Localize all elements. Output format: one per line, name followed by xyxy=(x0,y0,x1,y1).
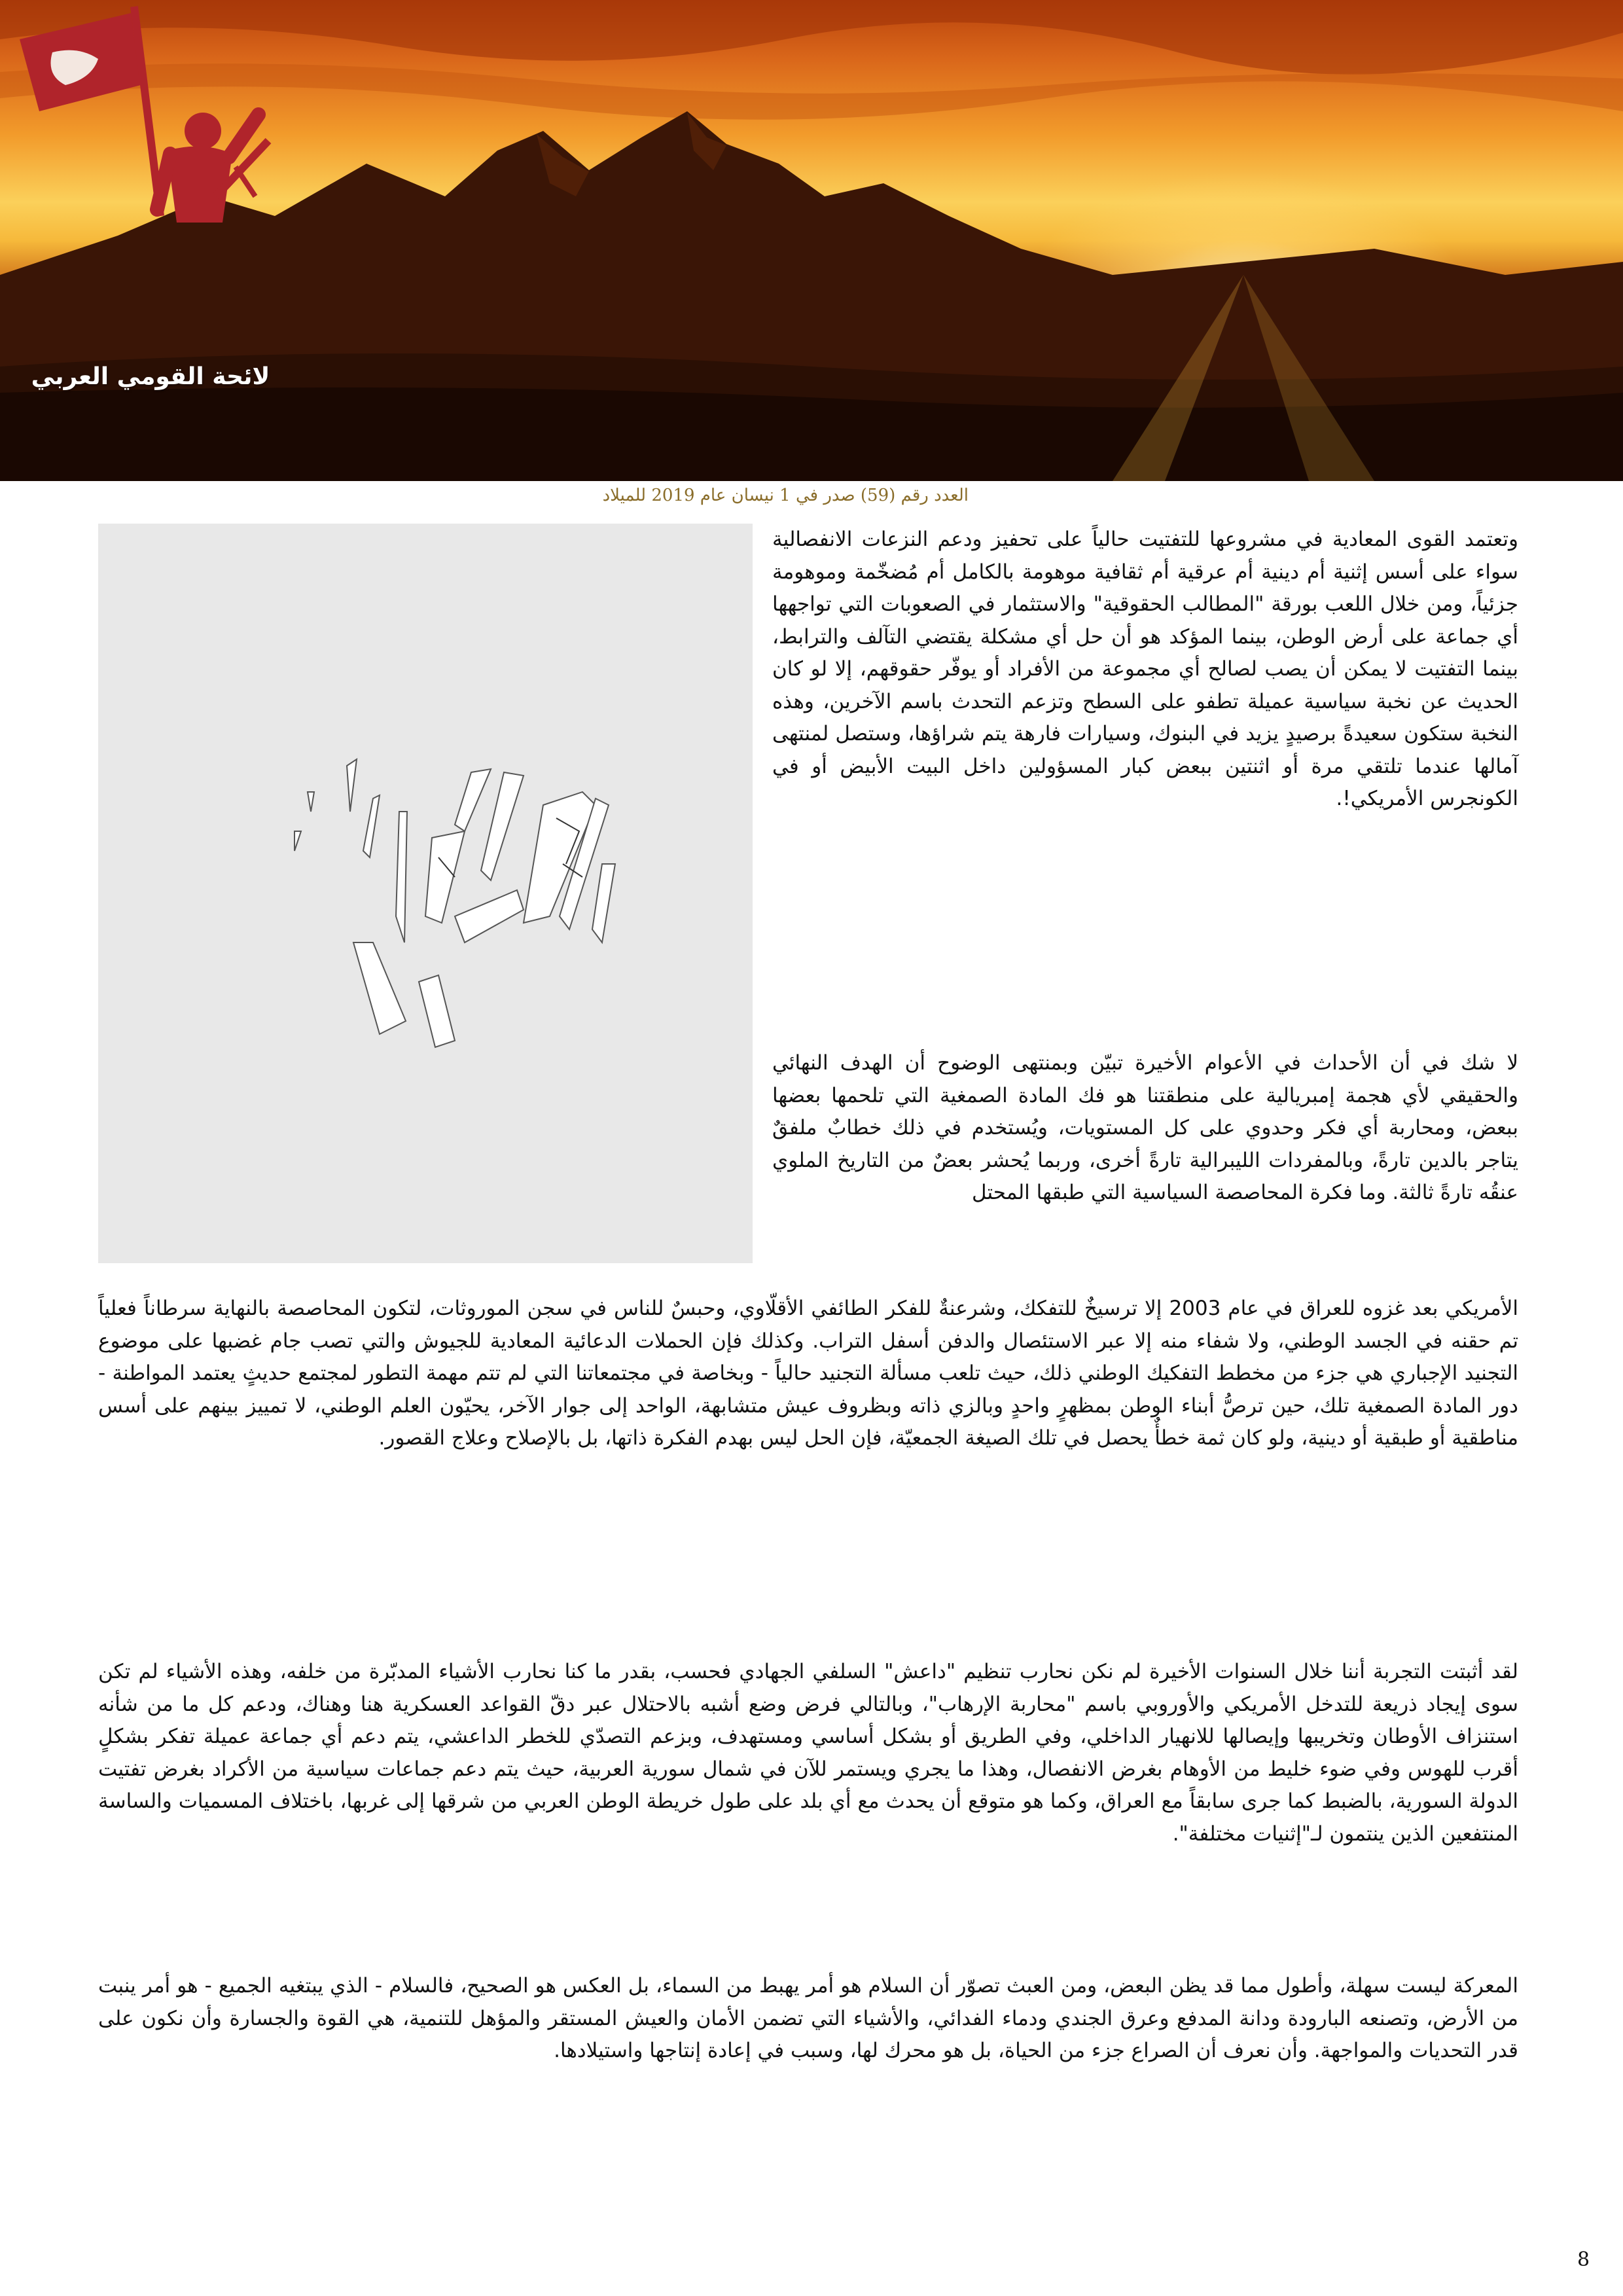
article-figure xyxy=(98,524,753,1263)
page-number: 8 xyxy=(1577,2248,1590,2271)
logo-title: لائحة القومي العربي xyxy=(31,363,270,390)
article-paragraph-1: وتعتمد القوى المعادية في مشروعها للتفتيت حالياً على تحفيز ودعم النزعات الانفصالية سواء على أسس إثنية أم دينية أم عرقية أم ثقافية موهومة بالكامل أم مُضخّمة وموهومة جزئياً، ومن خلال اللعب بورقة "المطالب الحقوقية" والاستثمار في الصعوبات التي تواجهها أي جماعة على أرض الوطن، بينما المؤكد هو أن حل أي مشكلة يقتضي التآلف والترابط، بينما التفتيت لا يمكن أن يصب لصالح أي مجموعة من الأفراد أو يوفّر حقوقهم، إلا لو كان الحديث عن نخبة سياسية عميلة تطفو على السطح وتزعم التحدث باسم الآخرين، وهذه النخبة ستكون سعيدةً برصيدٍ يزيد في البنوك، وسيارات فارهة يتم شراؤها، وستصل لمنتهى آمالها عندما تلتقي مرة أو اثنتين ببعض كبار المسؤولين داخل البيت الأبيض أو في الكونجرس الأمريكي!. xyxy=(772,528,1518,810)
issue-line: العدد رقم (59) صدر في 1 نيسان عام 2019 للميلاد xyxy=(602,486,969,505)
article-paragraph-2-continued: الأمريكي بعد غزوه للعراق في عام 2003 إلا ترسيخٌ للتفكك، وشرعنةٌ للفكر الطائفي الأقلّاوي، وحبسٌ للناس في سجن الموروثات، لتكون المحاصصة بالنهاية سرطاناً فعلياً تم حقنه في الجسد الوطني، ولا شفاء منه إلا عبر الاستئصال والدفن أسفل التراب. وكذلك فإن الحملات الدعائية المعادية للجيوش والتي تصب جام غضبها على موضوع التجنيد الإجباري هي جزء من مخطط التفكيك الوطني ذلك، حيث تلعب مسألة التجنيد حالياً - وبخاصة في مجتمعاتنا التي لم تتم مهمة التطور لمجتمع حديثٍ يعتمد المواطنة - دور المادة الصمغية تلك، حين ترصُّ أبناء الوطن بمظهرٍ واحدٍ وبالزي ذاته وبظروف عيش متشابهة، الواحد إلى جوار الآخر، يحيّون العلم الوطني، لا تمييز بينهم على أسس مناطقية أو طبقية أو دينية، ولو كان ثمة خطأٌ يحصل في تلك الصيغة الجمعيّة، فإن الحل ليس بهدم الفكرة ذاتها، بل بالإصلاح وعلاج القصور. xyxy=(98,1297,1518,1450)
broken-glass-calligraphy-icon xyxy=(98,524,753,1263)
article-paragraph-4: المعركة ليست سهلة، وأطول مما قد يظن البعض، ومن العبث تصوّر أن السلام هو أمر يهبط من السماء، بل العكس هو الصحيح، فالسلام - الذي يبتغيه الجميع - هو أمر ينبت من الأرض، وتصنعه البارودة ودانة المدفع وعرق الجندي ودماء الفدائي، والأشياء التي تضمن الأمان والعيش المستقر والمؤهل للتنمية، هي القوة والجسارة وأن نكون على قدر التحديات والمواجهة. وأن نعرف أن الصراع جزء من الحياة، بل هو محرك لها، وسبب في إعادة إنتاجها واستيلادها. xyxy=(98,1974,1518,2062)
logo-emblem-icon xyxy=(0,0,275,288)
article-paragraph-3: لقد أثبتت التجربة أننا خلال السنوات الأخيرة لم نكن نحارب تنظيم "داعش" السلفي الجهادي فحسب، بقدر ما كنا نحارب الأشياء المدبّرة من خلفه، وهذه الأشياء لم تكن سوى إيجاد ذريعة للتدخل الأمريكي والأوروبي باسم "محاربة الإرهاب"، وبالتالي فرض وضع أشبه بالاحتلال عبر دقّ القواعد العسكرية هنا وهناك، ودعم كل ما من شأنه استنزاف الأوطان وتخريبها وإيصالها للانهيار الداخلي، وفي الطريق أو بشكل أساسي ومستهدف، وبزعم التصدّي للخطر الداعشي، يتم دعم أي جماعة عميلة تفكر بشكلٍ أقرب للهوس وفي ضوء خليط من الأوهام بغرض الانفصال، وهذا ما يجري ويستمر للآن في شمال سورية العربية، حيث يتم دعم جماعات سياسية من الأكراد بغرض تفتيت الدولة السورية، بالضبط كما جرى سابقاً مع العراق، وكما هو متوقع أن يحدث مع أي بلد على طول خريطة الوطن العربي من شرقها إلى غربها، باختلاف المسميات والساسة المنتفعين الذين ينتمون لـ"إثنيات مختلفة". xyxy=(98,1660,1518,1846)
header-banner xyxy=(0,0,1623,481)
article-paragraph-2: لا شك في أن الأحداث في الأعوام الأخيرة تبيّن وبمنتهى الوضوح أن الهدف النهائي والحقيقي لأي هجمة إمبريالية على منطقتنا هو فك المادة الصمغية التي تلحمها بعضها ببعض، ومحاربة أي فكر وحدوي على كل المستويات، ويُستخدم في ذلك خطابٌ ملفقٌ يتاجر بالدين تارةً، وبالمفردات الليبرالية تارةً أخرى، وربما يُحشر بعضٌ من التاريخ الملوي عنقُه تارةً ثالثة. وما فكرة المحاصصة السياسية التي طبقها المحتل xyxy=(772,1051,1518,1204)
